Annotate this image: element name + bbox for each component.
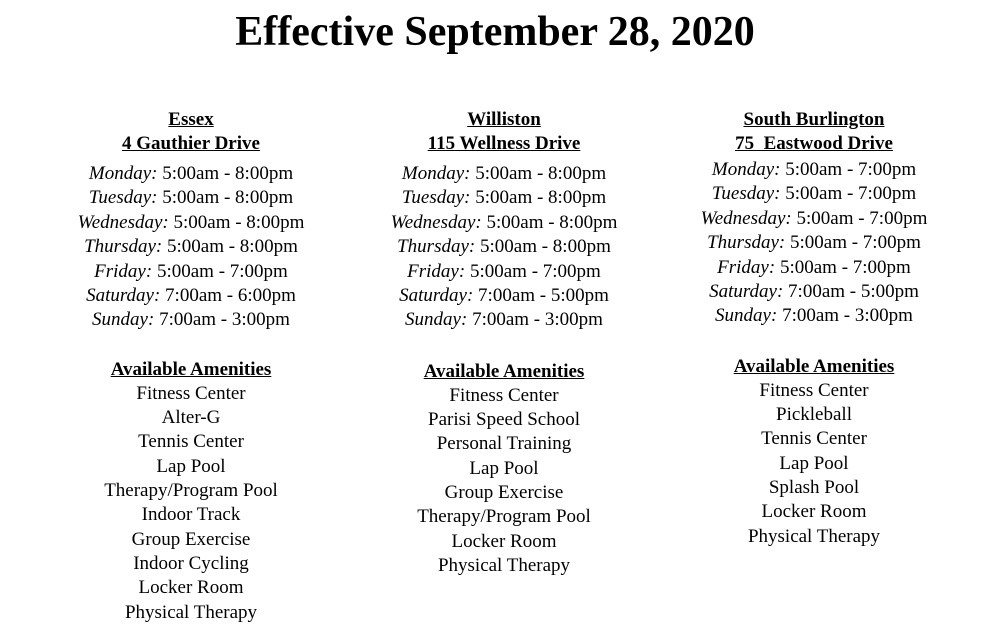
hours-time: 5:00am - 8:00pm <box>475 163 607 184</box>
amenity-item: Physical Therapy <box>124 601 258 623</box>
hours-row-sunday <box>31 308 351 332</box>
hours-day: Sunday: <box>405 309 468 331</box>
location-williston <box>344 108 664 578</box>
hours-time: 5:00am - 8:00pm <box>486 211 618 233</box>
hours-row-tuesday <box>31 186 351 210</box>
hours-day: Thursday: <box>397 236 476 258</box>
amenities-heading: Available Amenities <box>423 360 585 382</box>
hours-time: 5:00am - 8:00pm <box>162 187 294 209</box>
hours-row-thursday <box>31 235 351 259</box>
hours-row-monday <box>31 162 351 186</box>
amenity-item: Lap Pool <box>156 455 226 477</box>
hours-day: Wednesday: <box>77 211 169 233</box>
amenity-item: Pickleball <box>776 404 852 426</box>
hours-day: Tuesday: <box>711 183 781 205</box>
location-address: 75 Eastwood Drive <box>735 133 893 154</box>
hours-day: Monday: <box>88 163 158 184</box>
hours-day: Sunday: <box>92 309 155 331</box>
hours-row-tuesday <box>654 182 974 206</box>
hours-time: 7:00am - 5:00pm <box>478 285 609 307</box>
hours-row-wednesday <box>654 207 974 231</box>
amenity-item: Group Exercise <box>444 482 564 504</box>
amenity-item: Parisi Speed School <box>428 409 580 431</box>
hours-day: Friday: <box>717 256 776 278</box>
amenity-item: Locker Room <box>761 501 867 523</box>
location-south-burlington <box>654 108 974 549</box>
hours-time: 5:00am - 8:00pm <box>166 236 298 258</box>
hours-day: Saturday: <box>86 285 161 307</box>
amenity-item: Physical Therapy <box>437 554 571 576</box>
amenity-item: Alter-G <box>161 407 221 429</box>
hours-time: 5:00am - 7:00pm <box>789 232 921 254</box>
page-title: Effective September 28, 2020 <box>235 9 755 55</box>
hours-day: Tuesday: <box>401 187 471 209</box>
amenities-heading: Available Amenities <box>110 358 272 380</box>
hours-day: Sunday: <box>715 305 778 327</box>
hours-day: Saturday: <box>709 281 784 303</box>
location-name: Essex <box>168 109 214 130</box>
location-essex <box>31 108 351 625</box>
hours-row-friday <box>344 260 664 284</box>
amenity-item: Tennis Center <box>138 431 244 453</box>
hours-row-tuesday <box>344 186 664 210</box>
location-address: 4 Gauthier Drive <box>122 133 260 154</box>
amenities-list <box>344 384 664 578</box>
hours-time: 5:00am - 7:00pm <box>156 260 288 282</box>
hours-day: Friday: <box>94 260 153 282</box>
amenity-item: Fitness Center <box>449 384 559 406</box>
hours-time: 5:00am - 8:00pm <box>479 236 611 258</box>
hours-day: Friday: <box>407 260 466 282</box>
hours-day: Thursday: <box>84 236 163 258</box>
amenity-item: Fitness Center <box>136 382 246 404</box>
hours-time: 7:00am - 3:00pm <box>472 309 603 331</box>
hours-time: 5:00am - 7:00pm <box>469 260 601 282</box>
hours-time: 5:00am - 7:00pm <box>796 207 928 229</box>
hours-day: Wednesday: <box>390 211 482 233</box>
amenities-heading: Available Amenities <box>733 355 895 377</box>
amenity-item: Indoor Track <box>141 504 241 526</box>
location-name: Williston <box>467 109 541 130</box>
amenity-item: Lap Pool <box>779 452 849 474</box>
hours-time: 7:00am - 3:00pm <box>782 305 913 327</box>
hours-time: 7:00am - 5:00pm <box>788 281 919 303</box>
hours-row-monday <box>654 158 974 182</box>
hours-time: 7:00am - 6:00pm <box>165 285 296 307</box>
amenity-item: Locker Room <box>451 530 557 552</box>
amenity-item: Personal Training <box>436 433 572 455</box>
amenity-item: Lap Pool <box>469 457 539 479</box>
hours-time: 5:00am - 8:00pm <box>162 163 294 184</box>
amenities-list <box>654 379 974 549</box>
amenity-item: Physical Therapy <box>747 525 881 547</box>
hours-time: 5:00am - 8:00pm <box>475 187 607 209</box>
hours-day: Monday: <box>401 163 471 184</box>
hours-time: 5:00am - 8:00pm <box>173 211 305 233</box>
hours-time: 5:00am - 7:00pm <box>785 159 917 180</box>
location-name: South Burlington <box>743 109 885 130</box>
hours-day: Thursday: <box>707 232 786 254</box>
amenity-item: Indoor Cycling <box>133 552 249 574</box>
hours-row-thursday <box>654 231 974 255</box>
amenity-item: Locker Room <box>138 577 244 599</box>
hours-list <box>31 162 351 333</box>
amenity-item: Tennis Center <box>761 428 867 450</box>
hours-time: 5:00am - 7:00pm <box>779 256 911 278</box>
hours-row-saturday <box>344 284 664 308</box>
hours-day: Wednesday: <box>700 207 792 229</box>
hours-row-monday <box>344 162 664 186</box>
hours-row-saturday <box>31 284 351 308</box>
hours-time: 5:00am - 7:00pm <box>785 183 917 205</box>
hours-list <box>344 162 664 333</box>
amenity-item: Splash Pool <box>768 477 860 499</box>
location-address: 115 Wellness Drive <box>427 133 581 154</box>
hours-row-wednesday <box>344 211 664 235</box>
hours-day: Saturday: <box>399 285 474 307</box>
hours-list <box>654 158 974 329</box>
hours-row-sunday <box>344 308 664 332</box>
hours-row-friday <box>654 256 974 280</box>
hours-time: 7:00am - 3:00pm <box>159 309 290 331</box>
hours-row-thursday <box>344 235 664 259</box>
amenity-item: Fitness Center <box>759 379 869 401</box>
hours-row-wednesday <box>31 211 351 235</box>
hours-day: Monday: <box>711 159 781 180</box>
amenity-item: Group Exercise <box>131 528 251 550</box>
hours-day: Tuesday: <box>88 187 158 209</box>
hours-row-sunday <box>654 304 974 328</box>
hours-row-saturday <box>654 280 974 304</box>
hours-row-friday <box>31 260 351 284</box>
amenity-item: Therapy/Program Pool <box>104 480 278 502</box>
amenity-item: Therapy/Program Pool <box>417 506 591 528</box>
amenities-list <box>31 382 351 625</box>
